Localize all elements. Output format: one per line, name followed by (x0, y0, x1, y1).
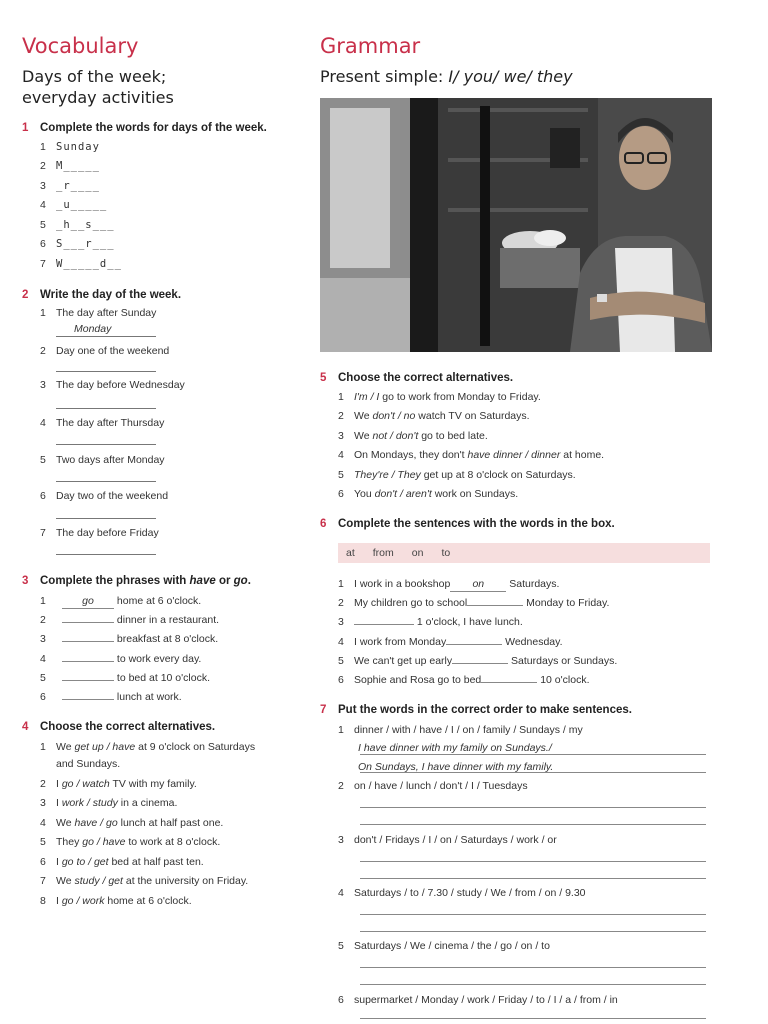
ex6-item[interactable] (338, 615, 523, 629)
ex6-item[interactable] (338, 673, 589, 687)
writing-line[interactable] (360, 807, 706, 808)
item-text: home at 6 o'clock. (116, 595, 202, 607)
ex4-item[interactable] (40, 855, 204, 869)
ex3-item[interactable] (40, 594, 201, 609)
exercise-number: 7 (320, 704, 327, 716)
exercise-1 (22, 119, 307, 137)
item-number: 3 (40, 633, 46, 645)
exercise-7-heading (320, 701, 715, 719)
ex4-item[interactable] (40, 740, 255, 754)
item-text: The day before Wednesday (56, 379, 185, 391)
ex1-item[interactable] (40, 218, 115, 232)
item-text: We can't get up early (354, 655, 453, 667)
item-number: 1 (40, 595, 46, 607)
vocabulary-title: Vocabulary (22, 34, 139, 58)
exercise-4 (22, 718, 307, 736)
item-number: 5 (338, 469, 344, 481)
ex2-item (40, 526, 159, 540)
ex3-item[interactable] (40, 652, 201, 666)
item-text: dinner / with / have / I / on / family / Sundays / my (354, 724, 583, 736)
ex6-item[interactable] (338, 635, 563, 649)
exercise-number: 3 (22, 575, 29, 587)
item-text: at home. (560, 449, 605, 461)
writing-line[interactable] (360, 1018, 706, 1019)
item-text: M_____ (56, 160, 100, 172)
item-text: get up at 8 o'clock on Saturdays. (420, 469, 576, 481)
exercise-2-heading (22, 286, 307, 304)
item-text: I work from Monday (354, 636, 447, 648)
ex2-item (40, 489, 168, 503)
exercise-3-heading (22, 572, 307, 590)
item-text: We (56, 817, 75, 829)
ex3-item[interactable] (40, 632, 218, 646)
item-number: 2 (40, 778, 46, 790)
item-text: They (56, 836, 83, 848)
item-number: 4 (40, 653, 46, 665)
item-text: work on Sundays. (431, 488, 519, 500)
exercise-instruction: Choose the correct alternatives. (40, 721, 216, 733)
exercise-1-heading (22, 119, 307, 137)
exercise-5-heading (320, 369, 715, 387)
exercise-7 (320, 701, 715, 719)
alternatives[interactable]: have / go (74, 817, 118, 829)
item-number: 7 (40, 258, 46, 270)
item-number: 2 (338, 780, 344, 792)
exercise-number: 5 (320, 372, 327, 384)
item-text: I (56, 856, 62, 868)
instruction-word: have (189, 575, 216, 587)
answer-blank[interactable]: go (62, 594, 114, 609)
item-text: _u_____ (56, 199, 108, 211)
item-number: 2 (40, 345, 46, 357)
alternatives[interactable]: study / get (74, 875, 123, 887)
item-text: Two days after Monday (56, 454, 165, 466)
item-number: 6 (40, 490, 46, 502)
item-number: 1 (40, 141, 46, 153)
word-box (338, 543, 710, 563)
alternatives[interactable]: get up / have (74, 741, 136, 753)
ex7-item (338, 779, 528, 793)
item-text: breakfast at 8 o'clock. (116, 633, 219, 645)
exercise-instruction: Write the day of the week. (40, 289, 182, 301)
ex2-item (40, 344, 169, 358)
item-text: Day two of the weekend (56, 490, 169, 502)
item-text: The day after Sunday (56, 307, 157, 319)
ex1-item[interactable] (40, 179, 100, 193)
alternatives[interactable]: They're / They (354, 469, 421, 481)
ex4-item[interactable] (40, 894, 192, 908)
ex1-item[interactable] (40, 198, 107, 212)
ex7-item (338, 939, 550, 953)
item-text: I (56, 895, 62, 907)
ex2-item (40, 306, 156, 320)
item-number: 8 (40, 895, 46, 907)
item-number: 3 (40, 379, 46, 391)
exercise-instruction: Complete the words for days of the week. (40, 122, 267, 134)
item-number: 3 (338, 834, 344, 846)
instruction-word: go (233, 575, 248, 587)
ex5-item[interactable] (338, 468, 576, 482)
item-number: 5 (338, 655, 344, 667)
writing-line[interactable] (360, 984, 706, 985)
ex4-item-cont (40, 757, 120, 771)
exercise-number: 6 (320, 518, 327, 530)
alternatives[interactable]: I'm / I (354, 391, 380, 403)
answer-line[interactable] (56, 371, 156, 372)
writing-line[interactable] (360, 824, 706, 825)
box-word: from (372, 547, 394, 559)
item-text: lunch at work. (116, 691, 182, 703)
item-number: 5 (40, 836, 46, 848)
item-text: bed at half past ten. (108, 856, 204, 868)
item-text: I (56, 778, 62, 790)
ex5-item[interactable] (338, 409, 530, 423)
answer-blank[interactable] (481, 682, 537, 683)
item-number: 3 (40, 180, 46, 192)
item-text: at 9 o'clock on Saturdays (135, 741, 256, 753)
writing-line[interactable] (360, 861, 706, 862)
item-text: home at 6 o'clock. (104, 895, 192, 907)
ex1-item[interactable] (40, 159, 100, 173)
exercise-instruction: Put the words in the correct order to make sentences. (338, 704, 632, 716)
ex5-item[interactable] (338, 487, 518, 501)
exercise-6-heading (320, 515, 715, 533)
item-number: 4 (40, 199, 46, 211)
ex7-answer: I have dinner with my family on Sundays./ (358, 742, 552, 754)
writing-line[interactable] (360, 967, 706, 968)
item-text: Sophie and Rosa go to bed (354, 674, 482, 686)
item-text: on / have / lunch / don't / I / Tuesdays (354, 780, 528, 792)
ex1-item[interactable] (40, 257, 122, 271)
item-text: in a cinema. (117, 797, 178, 809)
exercise-5 (320, 369, 715, 387)
subtitle-line-2: everyday activities (22, 88, 174, 107)
ex4-item[interactable] (40, 835, 220, 849)
ex6-item[interactable] (338, 654, 617, 668)
item-number: 2 (40, 614, 46, 626)
answer-blank[interactable] (62, 699, 114, 700)
exercise-number: 4 (22, 721, 29, 733)
ex4-item[interactable] (40, 874, 248, 888)
writing-line[interactable] (360, 914, 706, 915)
ex6-item[interactable] (338, 596, 609, 610)
item-number: 7 (40, 527, 46, 539)
ex2-item (40, 416, 164, 430)
ex1-item[interactable] (40, 140, 100, 154)
answer-blank[interactable] (446, 644, 502, 645)
answer-line[interactable] (56, 518, 156, 519)
item-number: 6 (338, 674, 344, 686)
item-text: to work every day. (116, 653, 202, 665)
writing-line[interactable] (360, 754, 706, 755)
answer-line[interactable] (56, 444, 156, 445)
item-text: at the university on Friday. (122, 875, 249, 887)
alternatives[interactable]: don't / no (372, 410, 416, 422)
vocabulary-subtitle (22, 66, 174, 108)
item-text: We (56, 741, 75, 753)
item-text: Saturdays. (509, 578, 560, 590)
item-number: 5 (40, 672, 46, 684)
ex3-item[interactable] (40, 613, 219, 627)
item-text: supermarket / Monday / work / Friday / to / I / a / from / in (354, 994, 618, 1006)
writing-line[interactable] (360, 931, 706, 932)
shopkeeper-photo (320, 98, 712, 352)
item-text: to work at 8 o'clock. (125, 836, 221, 848)
writing-line[interactable] (360, 878, 706, 879)
ex3-item[interactable] (40, 690, 182, 704)
item-text: We (56, 875, 75, 887)
exercise-instruction: Choose the correct alternatives. (338, 372, 514, 384)
ex2-item (40, 453, 165, 467)
alternatives[interactable]: go to / get (61, 856, 109, 868)
shopkeeper-illustration (320, 98, 712, 352)
writing-line[interactable] (360, 772, 706, 773)
item-number: 1 (338, 578, 344, 590)
ex7-item (338, 723, 583, 737)
item-text: 10 o'clock. (540, 674, 590, 686)
item-text: and Sundays. (56, 758, 121, 770)
item-text: don't / Fridays / I / on / Saturdays / work / or (354, 834, 557, 846)
instruction-part: Complete the phrases with (40, 575, 190, 587)
item-number: 3 (338, 616, 344, 628)
answer-blank[interactable] (62, 622, 114, 623)
answer-blank[interactable] (62, 680, 114, 681)
alternatives[interactable]: go / watch (61, 778, 110, 790)
item-text: My children go to school (354, 597, 468, 609)
exercise-number: 1 (22, 122, 29, 134)
exercise-4-heading (22, 718, 307, 736)
item-text: I (56, 797, 62, 809)
item-text: We (354, 410, 373, 422)
answer-blank[interactable] (467, 605, 523, 606)
item-text: Sunday (56, 141, 100, 153)
item-number: 7 (40, 875, 46, 887)
ex6-item[interactable] (338, 577, 559, 592)
box-word: at (346, 547, 355, 559)
instruction-part: or (215, 575, 234, 587)
item-number: 2 (40, 160, 46, 172)
ex4-item[interactable] (40, 816, 223, 830)
answer-blank[interactable] (62, 641, 114, 642)
item-number: 2 (338, 597, 344, 609)
ex1-item[interactable] (40, 237, 115, 251)
ex5-item[interactable] (338, 390, 541, 404)
ex3-item[interactable] (40, 671, 210, 685)
item-text: TV with my family. (109, 778, 197, 790)
alternatives[interactable]: don't / aren't (374, 488, 432, 500)
ex7-item (338, 833, 557, 847)
ex4-item[interactable] (40, 796, 177, 810)
item-text: to bed at 10 o'clock. (116, 672, 210, 684)
item-number: 1 (338, 724, 344, 736)
item-text: S___r___ (56, 238, 115, 250)
item-number: 5 (40, 219, 46, 231)
ex2-item (40, 378, 185, 392)
grammar-subtitle (320, 66, 573, 87)
alternatives[interactable]: work / study (61, 797, 118, 809)
item-text: We (354, 430, 373, 442)
item-number: 1 (40, 741, 46, 753)
item-text: The day after Thursday (56, 417, 165, 429)
instruction-part: . (247, 575, 251, 587)
item-number: 4 (40, 817, 46, 829)
subtitle-line-1: Days of the week; (22, 67, 167, 86)
item-text: watch TV on Saturdays. (415, 410, 530, 422)
exercise-6 (320, 515, 715, 533)
item-number: 6 (338, 488, 344, 500)
item-number: 1 (40, 307, 46, 319)
item-number: 2 (338, 410, 344, 422)
item-number: 6 (40, 856, 46, 868)
item-text: W_____d__ (56, 258, 122, 270)
alternatives[interactable]: not / don't (372, 430, 419, 442)
item-text: You (354, 488, 375, 500)
answer-line[interactable] (56, 336, 156, 337)
item-number: 5 (338, 940, 344, 952)
ex4-item[interactable] (40, 777, 197, 791)
ex7-answer: On Sundays, I have dinner with my family. (358, 761, 554, 773)
item-text: Saturdays / We / cinema / the / go / on / to (354, 940, 550, 952)
exercise-3 (22, 572, 307, 590)
subtitle-italic: I/ you/ we/ they (448, 67, 573, 86)
item-number: 5 (40, 454, 46, 466)
item-text: go to bed late. (418, 430, 488, 442)
answer-blank[interactable] (62, 661, 114, 662)
ex5-item[interactable] (338, 448, 604, 462)
item-number: 4 (338, 636, 344, 648)
box-word: on (411, 547, 424, 559)
subtitle-text: Present simple: (320, 67, 449, 86)
item-text: On Mondays, they don't (354, 449, 468, 461)
box-word: to (441, 547, 451, 559)
item-text: I work in a bookshop (354, 578, 451, 590)
item-text: Monday to Friday. (526, 597, 610, 609)
ex7-item (338, 886, 586, 900)
exercise-2 (22, 286, 307, 304)
answer-blank[interactable] (452, 663, 508, 664)
item-number: 4 (338, 887, 344, 899)
item-text: 1 o'clock, I have lunch. (416, 616, 523, 628)
item-number: 6 (40, 691, 46, 703)
item-text: dinner in a restaurant. (116, 614, 220, 626)
ex7-item (338, 993, 618, 1007)
item-number: 4 (338, 449, 344, 461)
item-number: 6 (338, 994, 344, 1006)
item-text: _h__s___ (56, 219, 115, 231)
item-number: 3 (338, 430, 344, 442)
item-number: 1 (338, 391, 344, 403)
answer-line[interactable] (56, 554, 156, 555)
alternatives[interactable]: go / have (82, 836, 126, 848)
ex5-item[interactable] (338, 429, 488, 443)
item-number: 3 (40, 797, 46, 809)
item-number: 4 (40, 417, 46, 429)
answer-blank[interactable] (354, 624, 414, 625)
answer-blank[interactable]: on (450, 577, 506, 592)
item-text: Wednesday. (505, 636, 563, 648)
exercise-number: 2 (22, 289, 29, 301)
alternatives[interactable]: go / work (61, 895, 105, 907)
alternatives[interactable]: have dinner / dinner (467, 449, 561, 461)
item-text: _r____ (56, 180, 100, 192)
answer-line[interactable] (56, 481, 156, 482)
answer-line[interactable] (56, 408, 156, 409)
item-text: Saturdays or Sundays. (511, 655, 618, 667)
item-text: The day before Friday (56, 527, 159, 539)
item-text: lunch at half past one. (117, 817, 224, 829)
item-text: Saturdays / to / 7.30 / study / We / from / on / 9.30 (354, 887, 586, 899)
item-number: 6 (40, 238, 46, 250)
item-text: Day one of the weekend (56, 345, 170, 357)
grammar-title: Grammar (320, 34, 421, 58)
ex2-answer: Monday (74, 323, 112, 335)
exercise-instruction: Complete the sentences with the words in the box. (338, 518, 615, 530)
item-text: go to work from Monday to Friday. (379, 391, 541, 403)
